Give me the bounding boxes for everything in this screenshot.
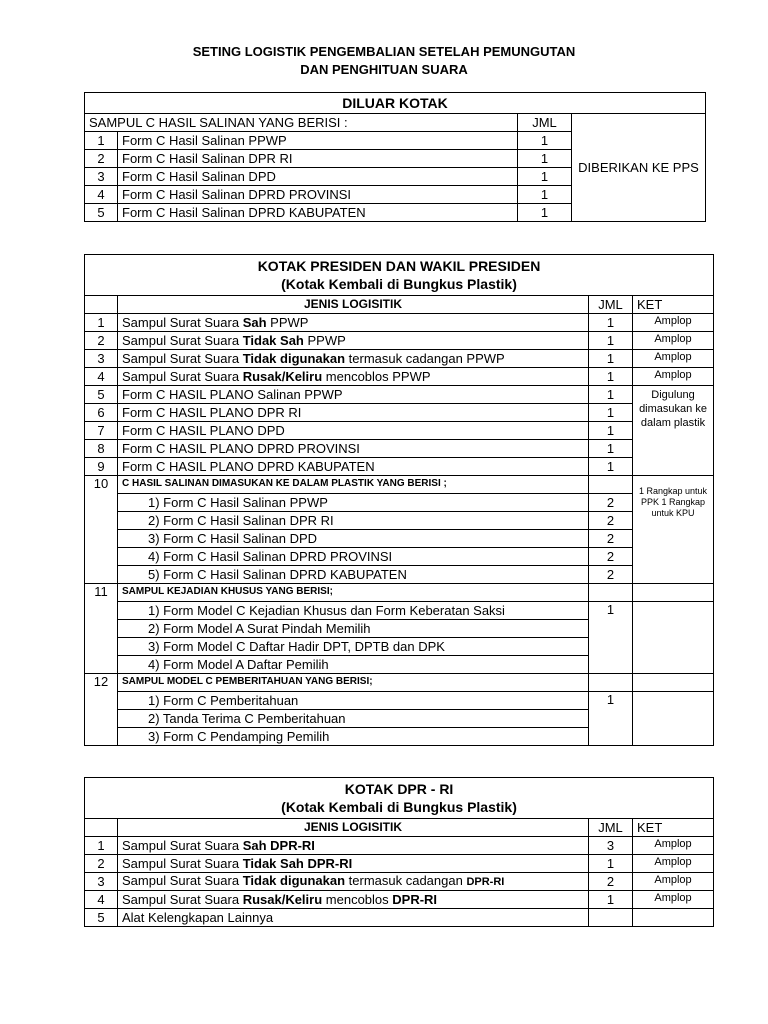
row-item: Sampul Surat Suara Tidak Sah PPWP (118, 332, 589, 350)
row-item: Form C Hasil Salinan DPRD PROVINSI (118, 186, 518, 204)
row-number: 5 (85, 909, 118, 927)
table-row (85, 494, 714, 512)
row-jml: 1 (589, 602, 633, 674)
table-row (85, 440, 714, 458)
row-jml: 1 (518, 150, 572, 168)
row-jml: 1 (518, 204, 572, 222)
table-row (85, 386, 714, 404)
row-jml: 1 (589, 350, 633, 368)
row-jml: 1 (589, 386, 633, 404)
row-ket: Amplop (633, 350, 714, 368)
row-ket: Amplop (633, 873, 714, 891)
table-row (85, 837, 714, 855)
row-ket: Amplop (633, 855, 714, 873)
table-kotak-presiden (84, 254, 714, 746)
row-number: 3 (85, 168, 118, 186)
row-ket: Amplop (633, 837, 714, 855)
row-item: 1) Form C Pemberitahuan (118, 692, 589, 710)
row-item: Sampul Surat Suara Rusak/Keliru mencoblos DPR-RI (118, 891, 589, 909)
table-row (85, 458, 714, 476)
row-number: 5 (85, 386, 118, 404)
row-item: 1) Form C Hasil Salinan PPWP (118, 494, 589, 512)
row-item: Sampul Surat Suara Tidak digunakan termasuk cadangan PPWP (118, 350, 589, 368)
row-jml: 3 (589, 837, 633, 855)
section-row (85, 584, 714, 602)
row-item: 3) Form Model C Daftar Hadir DPT, DPTB dan DPK (118, 638, 589, 656)
table-row (85, 332, 714, 350)
row-item: 4) Form C Hasil Salinan DPRD PROVINSI (118, 548, 589, 566)
row-number: 3 (85, 873, 118, 891)
row-number: 8 (85, 440, 118, 458)
section-row (85, 674, 714, 692)
row-jml (589, 909, 633, 927)
row-jml: 1 (589, 855, 633, 873)
row-number: 2 (85, 855, 118, 873)
row-item: Form C Hasil Salinan PPWP (118, 132, 518, 150)
row-number: 1 (85, 132, 118, 150)
row-item: 3) Form C Pendamping Pemilih (118, 728, 589, 746)
row-jml: 1 (589, 368, 633, 386)
row-jml: 1 (589, 422, 633, 440)
row-number: 4 (85, 368, 118, 386)
row-jml: 2 (589, 566, 633, 584)
table-row (85, 602, 714, 620)
section-number: 11 (85, 584, 118, 674)
t3-heading (85, 778, 714, 819)
row-item: Form C HASIL PLANO DPD (118, 422, 589, 440)
row-jml: 1 (589, 891, 633, 909)
row-jml: 2 (589, 494, 633, 512)
t1-heading: DILUAR KOTAK (85, 93, 706, 114)
t3-col-item: JENIS LOGISITIK (118, 819, 589, 837)
row-item: Sampul Surat Suara Sah DPR-RI (118, 837, 589, 855)
table-row (85, 404, 714, 422)
section-label: C HASIL SALINAN DIMASUKAN KE DALAM PLASTIK YANG BERISI ; (118, 476, 589, 494)
t3-col-ket: KET (633, 819, 714, 837)
table-row (85, 548, 714, 566)
row-jml: 1 (589, 692, 633, 746)
row-jml: 1 (589, 332, 633, 350)
row-ket: Amplop (633, 314, 714, 332)
row-number: 3 (85, 350, 118, 368)
row-jml: 1 (589, 404, 633, 422)
section-label: SAMPUL MODEL C PEMBERITAHUAN YANG BERISI; (118, 674, 589, 692)
t2-col-item: JENIS LOGISITIK (118, 296, 589, 314)
row-ket: Amplop (633, 332, 714, 350)
section-row (85, 476, 714, 494)
row-jml: 2 (589, 530, 633, 548)
t2-heading1: KOTAK PRESIDEN DAN WAKIL PRESIDEN (257, 258, 541, 274)
row-jml: 2 (589, 512, 633, 530)
row-item: 3) Form C Hasil Salinan DPD (118, 530, 589, 548)
row-item: Form C HASIL PLANO DPRD KABUPATEN (118, 458, 589, 476)
t2-col-jml: JML (589, 296, 633, 314)
t2-col-ket: KET (633, 296, 714, 314)
row-item: 5) Form C Hasil Salinan DPRD KABUPATEN (118, 566, 589, 584)
row-item: Sampul Surat Suara Tidak digunakan termasuk cadangan DPR-RI (118, 873, 589, 891)
row-jml: 2 (589, 548, 633, 566)
t2-heading2: (Kotak Kembali di Bungkus Plastik) (281, 276, 517, 292)
row-ket: Amplop (633, 891, 714, 909)
row-jml: 1 (518, 168, 572, 186)
row-jml: 1 (589, 458, 633, 476)
section-number: 10 (85, 476, 118, 584)
row-item: Sampul Surat Suara Rusak/Keliru mencoblos PPWP (118, 368, 589, 386)
table-row (85, 530, 714, 548)
row-item: 2) Form Model A Surat Pindah Memilih (118, 620, 589, 638)
t1-subheading: SAMPUL C HASIL SALINAN YANG BERISI : (85, 114, 518, 132)
t1-jml-header: JML (518, 114, 572, 132)
row-jml: 1 (518, 186, 572, 204)
row-jml: 1 (589, 440, 633, 458)
table-diluar-kotak (84, 92, 706, 222)
doc-title-line1: SETING LOGISTIK PENGEMBALIAN SETELAH PEMUNGUTAN (192, 44, 576, 59)
t3-heading1: KOTAK DPR - RI (344, 781, 454, 797)
table-row (85, 692, 714, 710)
row-item: Form C Hasil Salinan DPR RI (118, 150, 518, 168)
row-jml: 1 (589, 314, 633, 332)
row-item: Form C Hasil Salinan DPD (118, 168, 518, 186)
table-row (85, 512, 714, 530)
table-row (85, 350, 714, 368)
row-number: 4 (85, 186, 118, 204)
row-number: 4 (85, 891, 118, 909)
section-ket: 1 Rangkap untuk PPK 1 Rangkap untuk KPU (633, 476, 714, 584)
table-kotak-dpr-ri (84, 777, 714, 927)
row-item: Form C Hasil Salinan DPRD KABUPATEN (118, 204, 518, 222)
t2-heading (85, 255, 714, 296)
table-row (85, 422, 714, 440)
t3-heading2: (Kotak Kembali di Bungkus Plastik) (281, 799, 517, 815)
row-item: Sampul Surat Suara Tidak Sah DPR-RI (118, 855, 589, 873)
row-item: 1) Form Model C Kejadian Khusus dan Form Keberatan Saksi (118, 602, 589, 620)
row-number: 7 (85, 422, 118, 440)
table-row (85, 368, 714, 386)
row-ket: Amplop (633, 368, 714, 386)
table-row (85, 855, 714, 873)
row-item: Form C HASIL PLANO Salinan PPWP (118, 386, 589, 404)
row-item: 2) Tanda Terima C Pemberitahuan (118, 710, 589, 728)
table-row (85, 909, 714, 927)
row-number: 1 (85, 314, 118, 332)
table-row (85, 891, 714, 909)
row-item: Sampul Surat Suara Sah PPWP (118, 314, 589, 332)
row-number: 2 (85, 332, 118, 350)
row-ket (633, 909, 714, 927)
row-item: 4) Form Model A Daftar Pemilih (118, 656, 589, 674)
section-number: 12 (85, 674, 118, 746)
section-label: SAMPUL KEJADIAN KHUSUS YANG BERISI; (118, 584, 589, 602)
row-item: Form C HASIL PLANO DPRD PROVINSI (118, 440, 589, 458)
t3-col-jml: JML (589, 819, 633, 837)
row-jml: 2 (589, 873, 633, 891)
row-number: 9 (85, 458, 118, 476)
row-number: 5 (85, 204, 118, 222)
row-number: 2 (85, 150, 118, 168)
doc-title-line2: DAN PENGHITUAN SUARA (300, 62, 468, 77)
plano-ket: Digulung dimasukan ke dalam plastik (633, 386, 714, 476)
row-item: Alat Kelengkapan Lainnya (118, 909, 589, 927)
table-row (85, 566, 714, 584)
table-row (85, 873, 714, 891)
table-row (85, 314, 714, 332)
row-item: 2) Form C Hasil Salinan DPR RI (118, 512, 589, 530)
t1-note: DIBERIKAN KE PPS (572, 114, 706, 222)
row-number: 1 (85, 837, 118, 855)
row-jml: 1 (518, 132, 572, 150)
row-number: 6 (85, 404, 118, 422)
row-item: Form C HASIL PLANO DPR RI (118, 404, 589, 422)
